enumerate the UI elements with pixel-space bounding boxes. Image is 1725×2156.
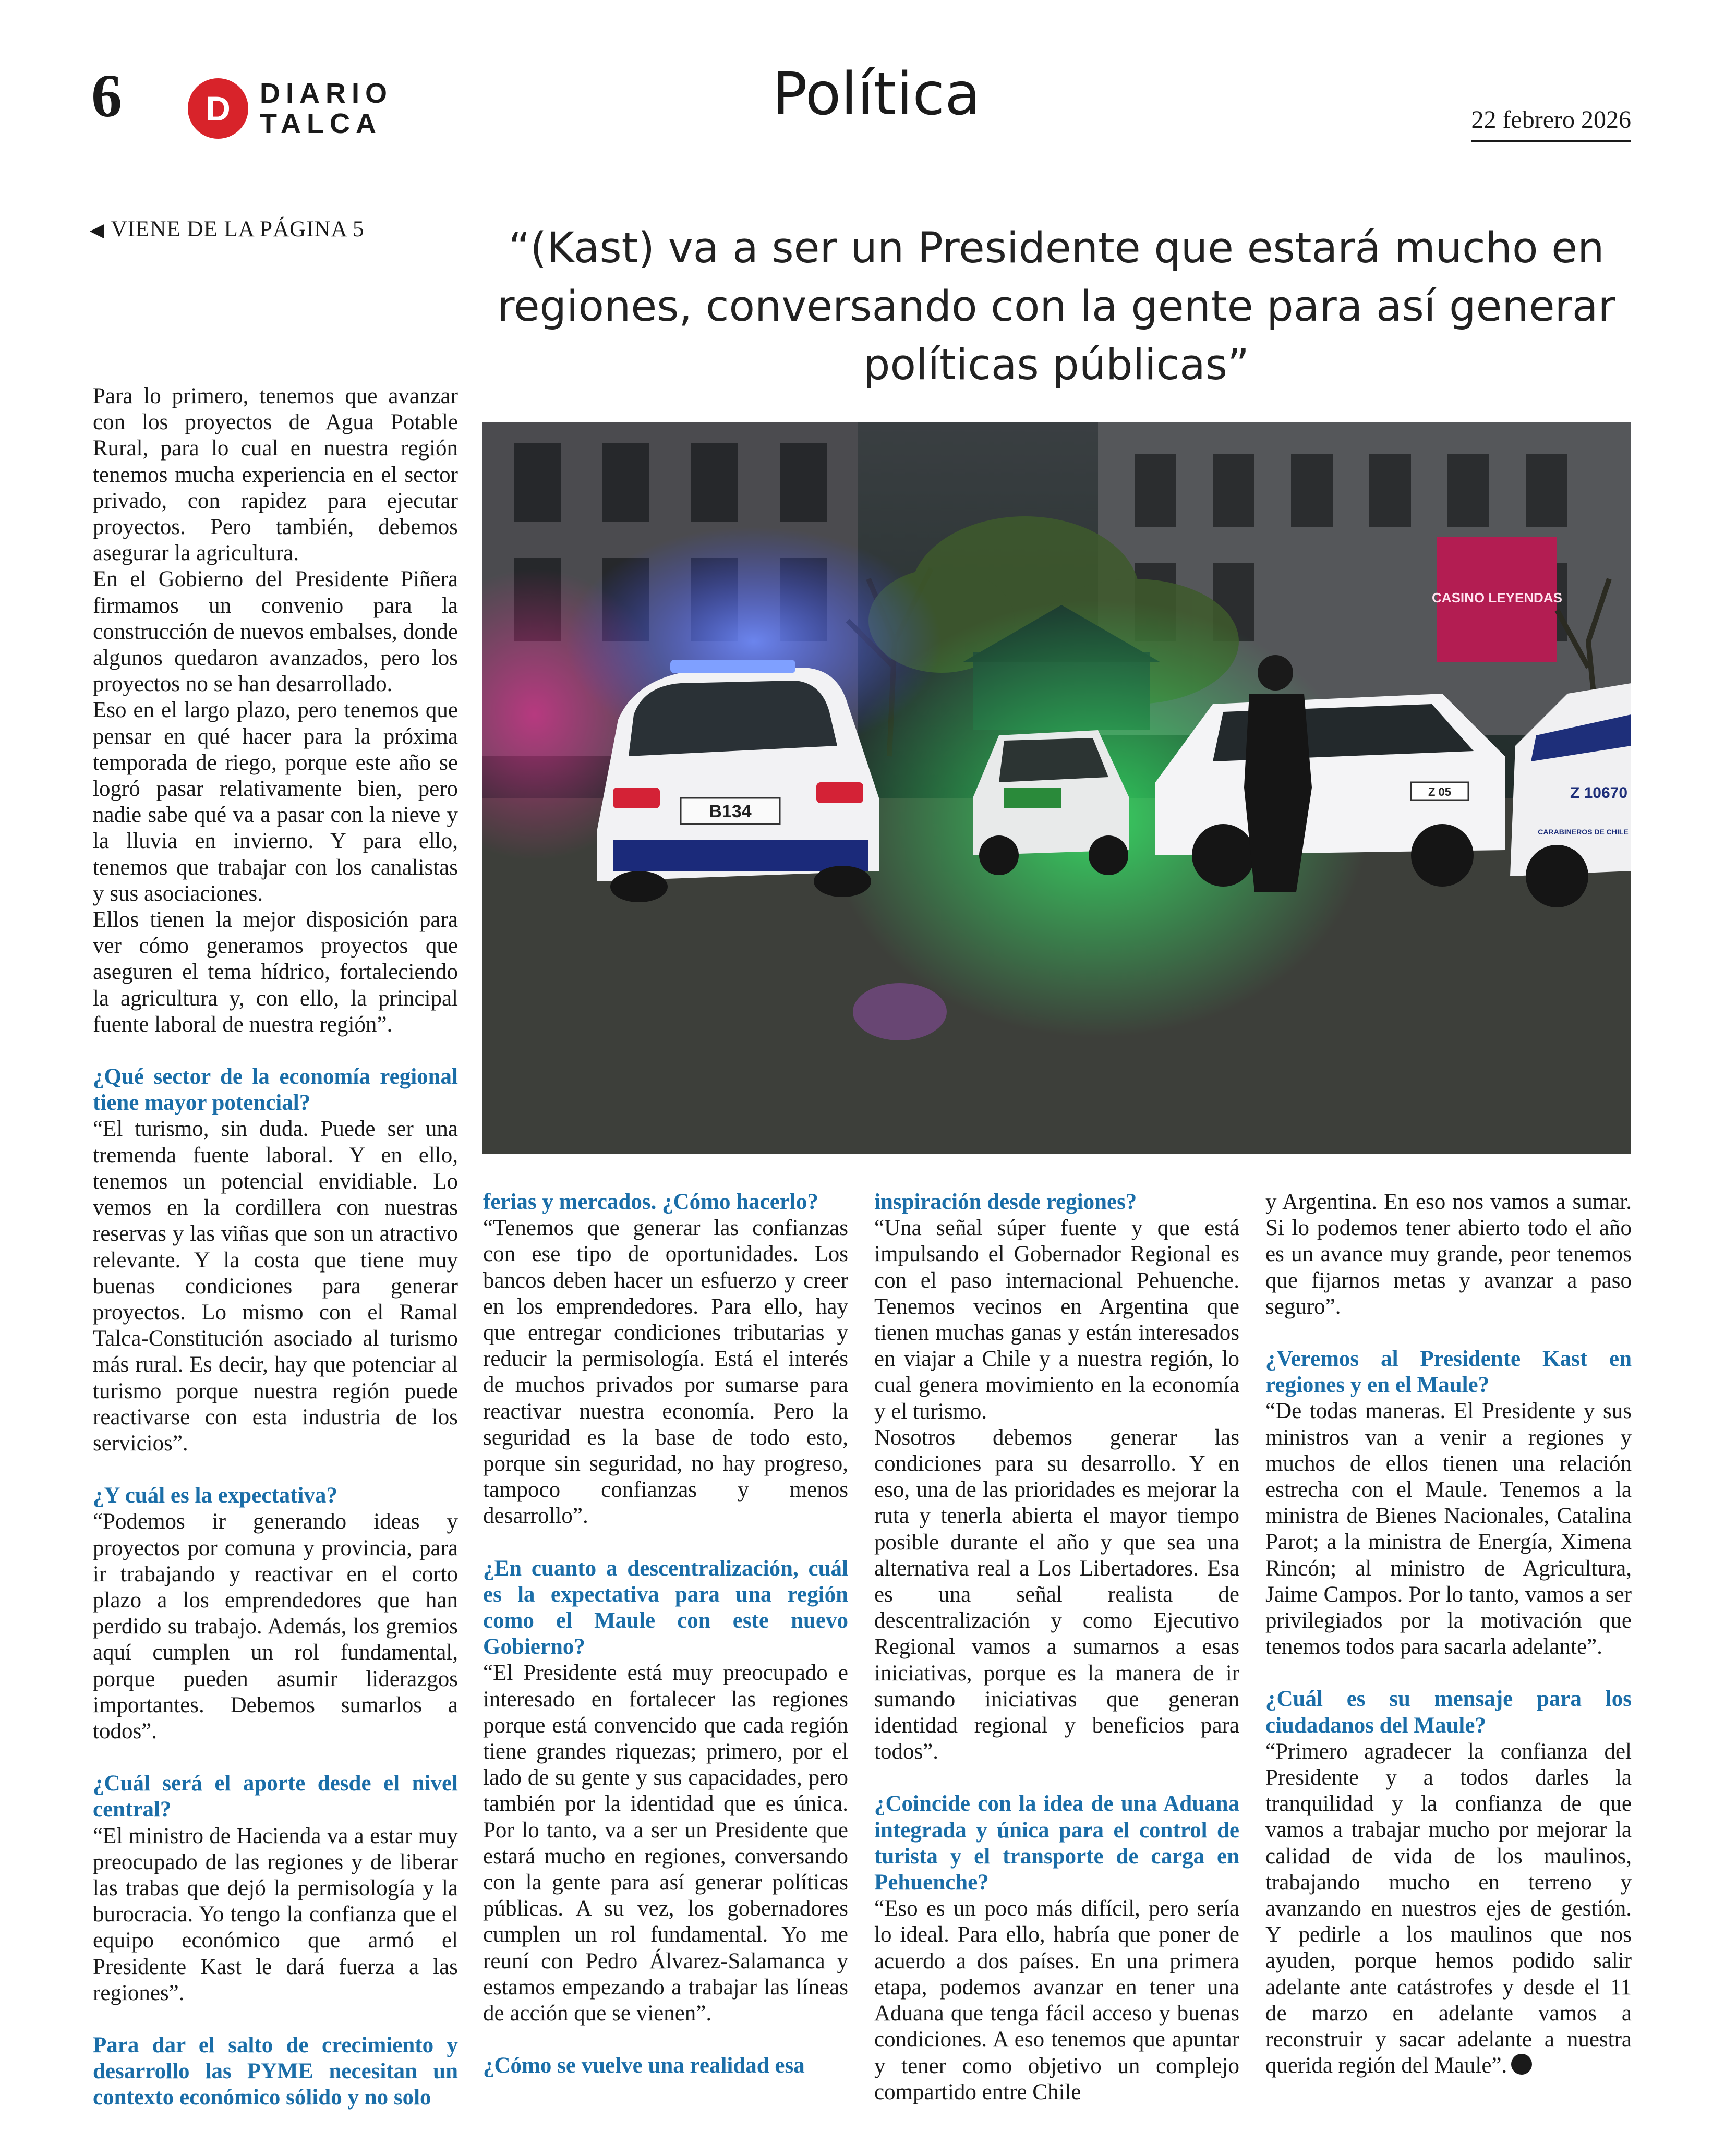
interview-answer: “El ministro de Hacienda va a estar muy preocupado de las regiones y de liberar las trabas que dejó la permisología y la burocracia. Yo tengo la confianza que el equipo económico que armó el Presidente Kast le dará fuerza a las regiones”. <box>93 1823 458 2005</box>
spacer <box>874 1765 1239 1791</box>
interview-question: ¿En cuanto a descentralización, cuál es la expectativa para una región como el Maule con este nuevo Gobierno? <box>483 1556 848 1660</box>
spacer <box>93 1038 458 1064</box>
left-arrow-icon: ◀ <box>90 220 105 240</box>
interview-answer: “Podemos ir generando ideas y proyectos por comuna y provincia, para ir trabajando y reactivar en el corto plazo a los emprendedores que han perdido su trabajo. Además, los gremios aquí cumplen un rol fundamental, porque pueden asumir liderazgos importantes. Debemos sumarlos a todos”. <box>93 1509 458 1743</box>
interview-question: ¿Veremos al Presidente Kast en regiones y en el Maule? <box>1265 1347 1632 1398</box>
interview-answer: y Argentina. En eso nos vamos a sumar. Si lo podemos tener abierto todo el año es un avance muy grande, peor tenemos que fijarnos metas y avanzar a paso seguro”. <box>1265 1190 1632 1319</box>
article-column-2 <box>483 1189 848 2079</box>
interview-answer: “El Presidente está muy preocupado e interesado en fortalecer las regiones porque está convencido que cada región tiene grandes riquezas; primero, por el lado de su gente y sus capacidades, pero también por la identidad que es única. Por lo tanto, va a ser un Presidente que estará mucho en regiones, conversando con la gente para así generar políticas públicas. A su vez, los gobernadores cumplen un rol fundamental. Yo me reuní con Pedro Álvarez-Salamanca y estamos empezando a trabajar las líneas de acción que se vienen”. <box>483 1661 848 2026</box>
interview-question: ¿Y cuál es la expectativa? <box>93 1483 337 1508</box>
interview-answer: “El turismo, sin duda. Puede ser una tremenda fuente laboral. Y en ello, tenemos un potencial envidiable. Lo vemos en la cordillera con nuestras reservas y las viñas que son un atractivo relevante. Y la costa que tiene muy buenas condiciones para generar proyectos. Lo mismo con el Ramal Talca-Constitución asociado al turismo más rural. Es decir, hay que potenciar al turismo porque nuestra región puede reactivarse con esta industria de los servicios”. <box>93 1117 458 1456</box>
interview-answer: “Eso es un poco más difícil, pero sería lo ideal. Para ello, habría que poner de acuerdo a dos países. En una primera etapa, podemos avanzar en tener una Aduana que tenga fácil acceso y buenas condiciones. A eso tenemos que apuntar y tener como objetivo un complejo compartido entre Chile <box>874 1896 1239 2104</box>
final-answer-text: “Primero agradecer la confianza del Presidente y a todos darles la tranquilidad y la confianza de que vamos a trabajar mucho por mejorar la calidad de vida de los maulinos, trabajando mucho en terreno y avanzando en nuestros ejes de gestión. Y pedirle a los maulinos que nos ayuden, porque hemos podido salir adelante ante catástrofes y desde el 11 de marzo en adelante vamos a reconstruir y sacar adelante a nuestra querida región del Maule”. <box>1265 1739 1632 2078</box>
spacer <box>1265 1320 1632 1346</box>
interview-question: ¿Cuál es su mensaje para los ciudadanos del Maule? <box>1265 1687 1632 1738</box>
svg-text:Z 05: Z 05 <box>1428 785 1452 798</box>
interview-answer: Nosotros debemos generar las condiciones para su desarrollo. Y en eso, una de las prioridades es mejorar la ruta y tenerla abierta el mayor tiempo posible durante el año y que sea una alternativa real a Los Libertadores. Esa es una señal realista de descentralización y como Ejecutivo Regional vamos a sumarnos a esas iniciativas, porque es la manera de ir sumando iniciativas que generan identidad regional y beneficios para todos”. <box>874 1425 1239 1764</box>
logo-wordmark <box>260 78 393 139</box>
end-of-article-icon <box>1511 2054 1532 2075</box>
interview-answer <box>1265 1739 1632 2079</box>
paragraph: Eso en el largo plazo, pero tenemos que pensar en qué hacer para la próxima temporada de riego, porque este año se logró pasar relativamente bien, pero nadie sabe qué va a pasar con la nieve y la lluvia en invierno. Y para ello, tenemos que trabajar con los canalistas y sus asociaciones. <box>93 698 458 906</box>
spacer <box>1265 1660 1632 1686</box>
svg-text:B134: B134 <box>709 802 752 821</box>
logo-icon: D <box>188 78 248 139</box>
interview-question: Para dar el salto de crecimiento y desarrollo las PYME necesitan un contexto económico sólido y no solo <box>93 2032 458 2110</box>
interview-question: ¿Coincide con la idea de una Aduana integrada y única para el control de turista y el transporte de carga en Pehuenche? <box>874 1791 1239 1895</box>
interview-question: ¿Cómo se vuelve una realidad esa <box>483 2053 805 2078</box>
article-column-4 <box>1265 1189 1632 2079</box>
paragraph: Para lo primero, tenemos que avanzar con los proyectos de Agua Potable Rural, para lo cual en nuestra región tenemos mucha experiencia en el sector privado, con rapidez para ejecutar proyectos. Pero también, debemos asegurar la agricultura. <box>93 384 458 566</box>
continued-from[interactable] <box>90 216 365 242</box>
paragraph: Ellos tienen la mejor disposición para ver cómo generamos proyectos que aseguren el tema hídrico, fortaleciendo la agricultura y, con ello, la principal fuente laboral de nuestra región”. <box>93 907 458 1037</box>
issue-date: 22 febrero 2026 <box>1471 105 1631 142</box>
paragraph: En el Gobierno del Presidente Piñera firmamos un convenio para la construcción de nuevos embalses, donde algunos quedaron avanzados, pero los proyectos no se han desarrollado. <box>93 567 458 697</box>
article-column-3 <box>874 1189 1239 2105</box>
police-car-main <box>597 660 879 902</box>
news-photo <box>482 422 1631 1154</box>
headline: “(Kast) va a ser un Presidente que estará mucho en regiones, conversando con la gente para así generar políticas públicas” <box>497 224 1615 390</box>
page-number: 6 <box>91 62 122 130</box>
interview-question: inspiración desde regiones? <box>874 1190 1137 1214</box>
svg-text:CARABINEROS DE CHILE: CARABINEROS DE CHILE <box>1538 828 1629 836</box>
interview-question: ¿Qué sector de la economía regional tiene mayor potencial? <box>93 1064 458 1116</box>
street-puddle <box>853 983 947 1040</box>
police-car-night-scene <box>482 422 1631 1154</box>
spacer <box>483 2027 848 2053</box>
interview-answer: “De todas maneras. El Presidente y sus ministros van a venir a regiones y muchos de ellos tienen una relación estrecha con el Maule. Tenemos a la ministra de Bienes Nacionales, Catalina Parot; a la ministra de Energía, Ximena Rincón; al ministro de Agricultura, Jaime Campos. Por lo tanto, vamos a ser privilegiados por la motivación que tenemos todos para sacarla adelante”. <box>1265 1399 1632 1660</box>
article-column-1 <box>93 383 458 2111</box>
continued-label: VIENE DE LA PÁGINA 5 <box>111 217 365 241</box>
spacer <box>93 1457 458 1483</box>
interview-question: ¿Cuál será el aporte desde el nivel central? <box>93 1771 458 1822</box>
shop-sign: CASINO LEYENDAS <box>1432 590 1562 605</box>
interview-answer: “Una señal súper fuente y que está impulsando el Gobernador Regional es con el paso internacional Pehuenche. Tenemos vecinos en Argentina que tienen muchas ganas y están interesados en viajar a Chile y a nuestra región, lo cual genera movimiento en la economía y el turismo. <box>874 1216 1239 1424</box>
newspaper-logo[interactable] <box>188 78 393 139</box>
interview-answer: “Tenemos que generar las confianzas con ese tipo de oportunidades. Los bancos deben hacer un esfuerzo y creer en los emprendedores. Para ello, hay que entregar condiciones tributarias y reducir la permisología. Está el interés de muchos privados por sumarse para reactivar nuestra economía. Pero la seguridad es la base de todo esto, porque sin seguridad, no hay progreso, tampoco confianzas y menos desarrollo”. <box>483 1216 848 1529</box>
spacer <box>93 2006 458 2032</box>
spacer <box>483 1530 848 1556</box>
svg-text:Z 10670: Z 10670 <box>1570 784 1628 802</box>
section-title: Política <box>772 60 981 128</box>
spacer <box>93 1745 458 1771</box>
logo-line-2: TALCA <box>260 108 382 139</box>
interview-question: ferias y mercados. ¿Cómo hacerlo? <box>483 1190 818 1214</box>
logo-line-1: DIARIO <box>260 78 393 109</box>
